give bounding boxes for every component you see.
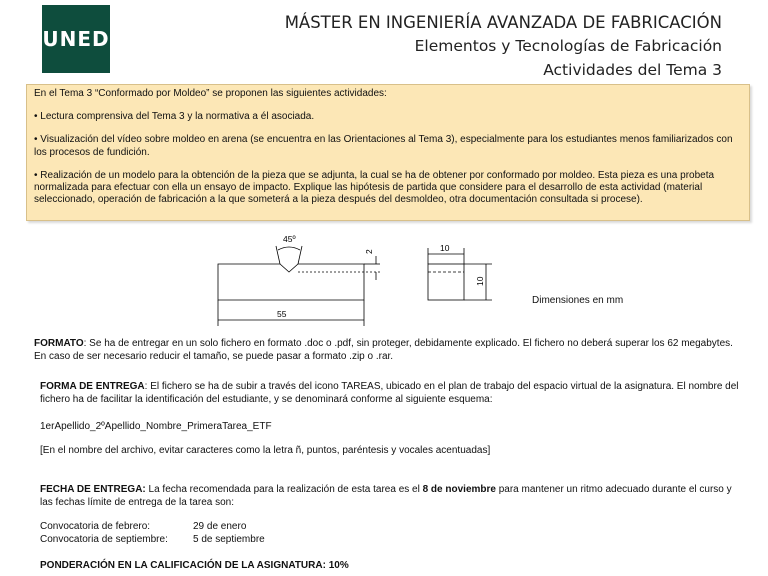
activity-item-1: • Lectura comprensiva del Tema 3 y la normativa a él asociada. [34,111,315,123]
convocatoria-febrero-date: 29 de enero [193,521,247,532]
fecha-entrega-text-b: para mantener un ritmo adecuado durante el curso y las fechas límite de entrega de la tarea son: [40,484,732,508]
header-course-title: Elementos y Tecnologías de Fabricación [414,37,722,55]
specimen-drawing [200,228,500,333]
forma-entrega-label: FORMA DE ENTREGA [40,381,145,392]
units-note: Dimensiones en mm [532,295,624,306]
specimen-front-view [218,264,364,300]
fecha-entrega-label: FECHA DE ENTREGA: [40,484,146,495]
formato-label: FORMATO [34,338,84,349]
convocatoria-septiembre-date: 5 de septiembre [193,534,265,545]
header-activity-title: Actividades del Tema 3 [543,61,722,79]
convocatoria-febrero-name: Convocatoria de febrero: [40,521,151,532]
angle-extension-left [276,246,280,264]
ponderacion-line: PONDERACIÓN EN LA CALIFICACIÓN DE LA ASIGNATURA: 10% [40,560,349,571]
recommended-date: 8 de noviembre [422,484,496,495]
forma-entrega-paragraph [40,380,740,406]
forma-entrega-text: : El fichero se ha de subir a través del icono TAREAS, ubicado en el plan de trabajo del espacio virtual de la asignatura. El nombre del fichero ha de facilitar la identificación del estudiante, y se denominará conforme al siguiente esquema: [40,381,739,405]
filename-scheme: 1erApellido_2ºApellido_Nombre_PrimeraTarea_ETF [40,421,272,432]
notch-depth-label: 2 [364,249,374,254]
fecha-entrega-text-a: La fecha recomendada para la realización de esta tarea es el [145,484,423,495]
uned-logo: UNED [42,5,110,73]
formato-text: : Se ha de entregar en un solo fichero en formato .doc o .pdf, sin proteger, debidamente explicado. El fichero no deberá superar los 62 megabytes. En caso de ser necesario reducir el tamaño, se puede pasar a formato .zip o .rar. [34,338,733,362]
width-label: 10 [440,243,450,253]
angle-arc [278,247,300,250]
angle-extension-right [298,246,302,264]
filename-note: [En el nombre del archivo, evitar caracteres como la letra ñ, puntos, paréntesis y vocales acentuadas] [40,445,491,456]
angle-label: 45º [283,234,296,244]
length-label: 55 [277,309,287,319]
specimen-side-view [428,264,464,300]
height-label: 10 [475,276,485,286]
activity-item-3: • Realización de un modelo para la obtención de la pieza que se adjunta, la cual se ha de obtener por conformado por moldeo. Esta pieza es una probeta normalizada para efectuar con ella un ensayo de impacto. Explique las hipótesis de partida que considere para el desarrollo de esta actividad (material seleccionado, operación de fabricación a la que someterá a la pieza después del desmoldeo, otra documentación consultada si procese). [34,169,715,206]
convocatoria-septiembre-name: Convocatoria de septiembre: [40,534,168,545]
activities-box [26,84,750,221]
fecha-entrega-paragraph [40,483,740,509]
formato-paragraph [34,337,746,363]
activities-intro: En el Tema 3 “Conformado por Moldeo” se proponen las siguientes actividades: [34,88,387,99]
activity-item-2: • Visualización del vídeo sobre moldeo en arena (se encuentra en las Orientaciones al Tema 3), especialmente para los estudiantes menos familiarizados con los procesos de fundición. [34,134,733,158]
header-master-title: MÁSTER EN INGENIERÍA AVANZADA DE FABRICACIÓN [284,13,722,32]
